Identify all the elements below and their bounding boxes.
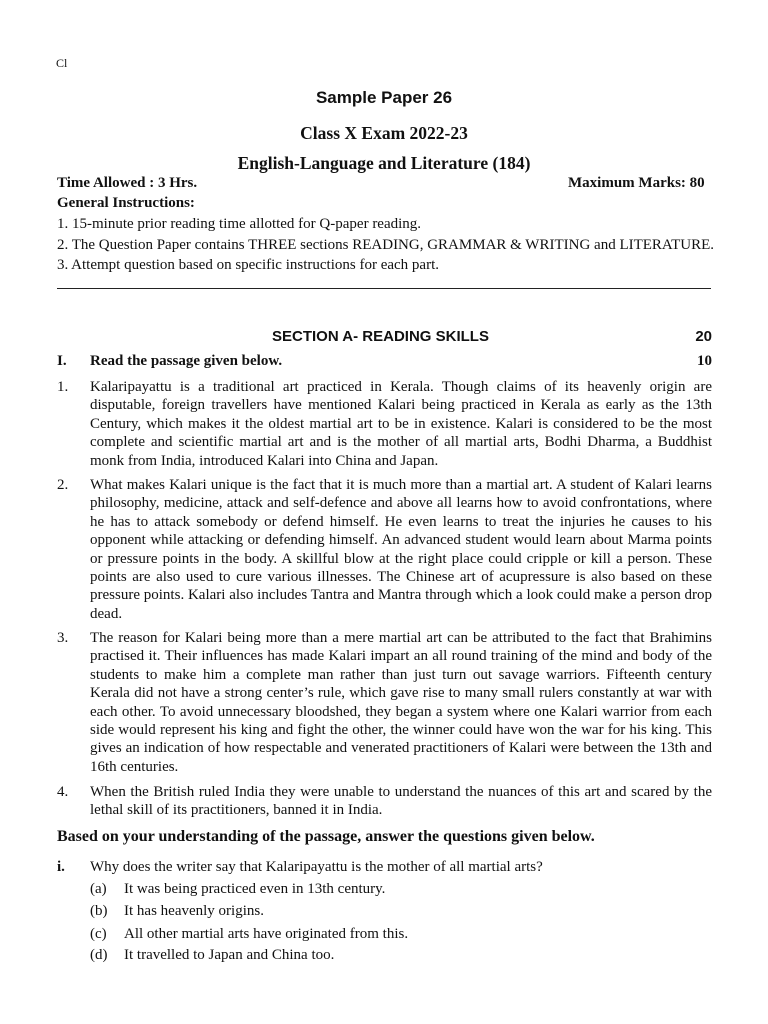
instruction-item: 1. 15-minute prior reading time allotted for Q-paper reading. bbox=[57, 216, 422, 232]
paragraph-number: 4. bbox=[57, 784, 69, 800]
maximum-marks: Maximum Marks: 80 bbox=[568, 175, 705, 191]
passage-paragraph bbox=[57, 629, 712, 776]
passage-paragraph bbox=[57, 378, 712, 470]
divider bbox=[57, 288, 711, 289]
question-number: I. bbox=[57, 353, 67, 369]
paragraph-number: 1. bbox=[57, 379, 69, 395]
section-name: SECTION A- READING SKILLS bbox=[272, 328, 489, 345]
instructions-list bbox=[57, 214, 714, 276]
option-label: (b) bbox=[90, 903, 108, 919]
question-item-text: Why does the writer say that Kalaripayattu is the mother of all martial arts? bbox=[90, 859, 543, 875]
question-marks: 10 bbox=[697, 353, 712, 369]
paragraph-number: 3. bbox=[57, 630, 69, 646]
corner-mark: Cl bbox=[56, 56, 68, 70]
option-text: All other martial arts have originated from this. bbox=[124, 926, 409, 942]
option-label: (a) bbox=[90, 881, 107, 897]
paragraph-text: The reason for Kalari being more than a mere martial art can be attributed to the fact that Brahimins practised it. Their influences has made Kalari impart an all round training of the mind and body of the students to make him a complete man rather than just turn out savage warriors. Fifteenth century Kerala did not have a strong center’s rule, which gave rise to many small rulers constantly at war with each other. To avoid unnecessary bloodshed, they began a system where one Kalari warrior from each side would represent his king and fight the other, the winner could have won the war for his king. This gives an indication of how respectable and venerated practitioners of Kalari were between the 13th and 16th centuries. bbox=[90, 630, 712, 775]
question-item-number: i. bbox=[57, 859, 65, 875]
paragraph-number: 2. bbox=[57, 477, 69, 493]
passage-paragraph bbox=[57, 476, 712, 623]
time-allowed: Time Allowed : 3 Hrs. bbox=[57, 175, 198, 191]
option-text: It travelled to Japan and China too. bbox=[124, 947, 335, 963]
instructions-heading: General Instructions: bbox=[57, 195, 195, 211]
instruction-item: 2. The Question Paper contains THREE sections READING, GRAMMAR & WRITING and LITERATURE. bbox=[57, 236, 715, 253]
based-on-heading: Based on your understanding of the passage, answer the questions given below. bbox=[57, 828, 595, 845]
passage-paragraph bbox=[57, 783, 712, 820]
instruction-item: 3. Attempt question based on specific instructions for each part. bbox=[57, 257, 439, 273]
section-marks: 20 bbox=[695, 328, 712, 345]
subject-title: English-Language and Literature (184) bbox=[237, 153, 531, 173]
paragraph-text: When the British ruled India they were unable to understand the nuances of this art and scared by the lethal skill of its practitioners, banned it in India. bbox=[90, 784, 712, 819]
class-title: Class X Exam 2022-23 bbox=[300, 123, 468, 143]
paper-title: Sample Paper 26 bbox=[315, 88, 453, 107]
paragraph-text: Kalaripayattu is a traditional art practiced in Kerala. Though claims of its heavenly origin are disputable, foreign travellers have mentioned Kalari being practiced in Kerala as early as the 13th Century, which makes it the oldest martial art to be in existence. Kalari is considered to be the most complete and scientific martial art and is the mother of all martial arts, Bodhi Dharma, a Buddhist monk from India, introduced Kalari into China and Japan. bbox=[90, 379, 712, 469]
option-text: It was being practiced even in 13th century. bbox=[124, 881, 386, 897]
paragraph-text: What makes Kalari unique is the fact that it is much more than a martial art. A student of Kalari learns philosophy, medicine, attack and self-defence and above all learns how to avoid confrontations, where he has to attack somebody or defend himself. He even learns to treat the injuries he causes to his opponent while attacking or defending himself. An advanced student would learn about Marma points or pressure points in the body. A skillful blow at the right place could cripple or kill a person. These points are also used to cure various illnesses. The Chinese art of acupressure is also based on these pressure points. Kalari also includes Tantra and Mantra through which a look could make a person drop dead. bbox=[90, 477, 712, 622]
option-label: (c) bbox=[90, 926, 107, 942]
option-text: It has heavenly origins. bbox=[124, 903, 264, 919]
question-instruction: Read the passage given below. bbox=[90, 353, 283, 369]
option-label: (d) bbox=[90, 947, 108, 963]
